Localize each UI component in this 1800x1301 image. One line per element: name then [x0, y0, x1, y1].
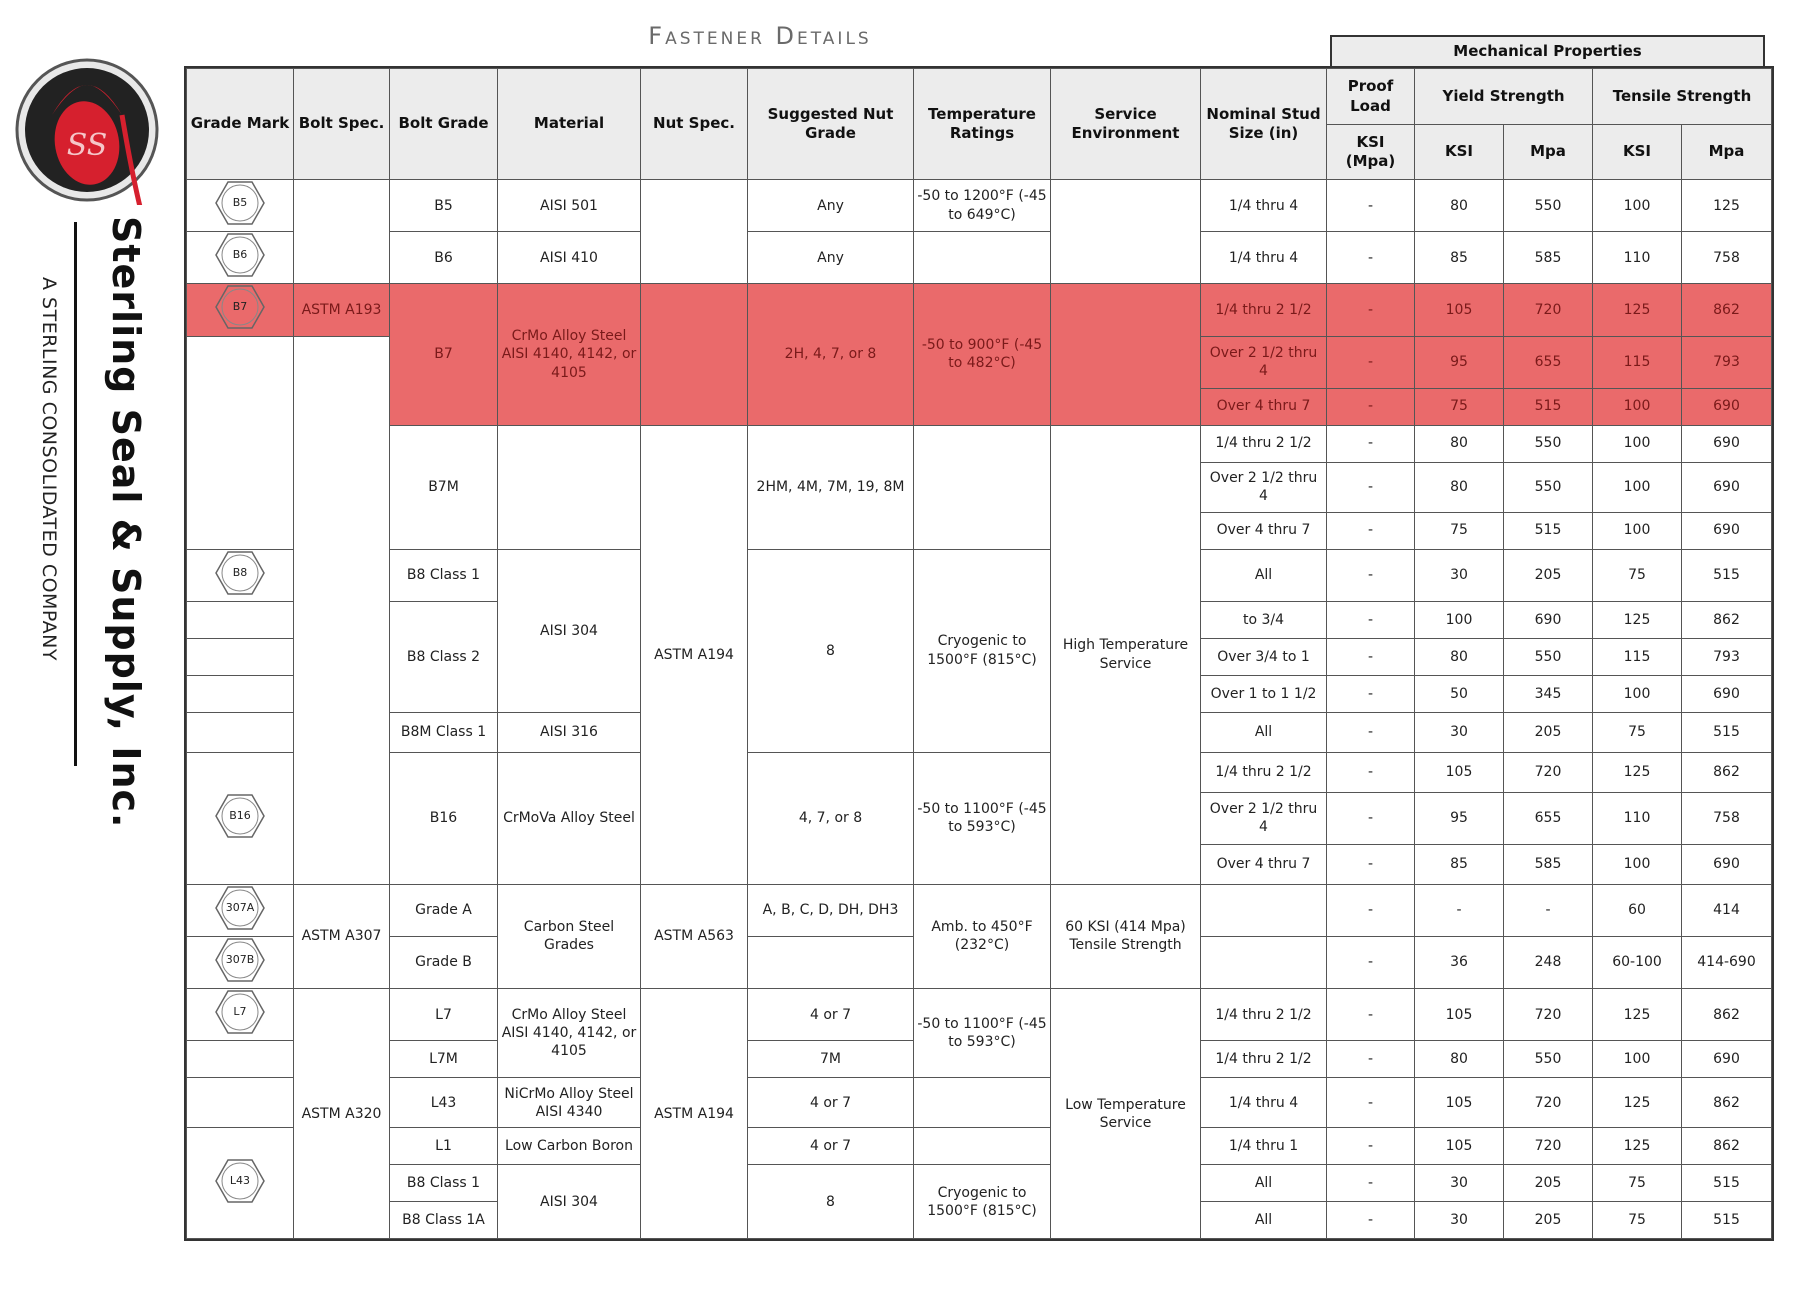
proof-load-cell: -: [1327, 752, 1415, 792]
yield-ksi-cell: 80: [1415, 462, 1504, 512]
proof-load-cell: -: [1327, 1128, 1415, 1165]
tensile-ksi-cell: 125: [1593, 1078, 1682, 1128]
tensile-ksi-cell: 125: [1593, 752, 1682, 792]
bolt-grade-cell: Grade A: [390, 884, 498, 936]
service-cell: Low Temperature Service: [1051, 989, 1201, 1239]
table-row: [187, 989, 1772, 1041]
proof-load-cell: -: [1327, 792, 1415, 844]
tensile-ksi-cell: 100: [1593, 1041, 1682, 1078]
tensile-ksi-cell: 100: [1593, 180, 1682, 232]
bolt-spec-cell: [294, 336, 390, 884]
tensile-mpa-cell: 862: [1682, 601, 1772, 638]
nut-grade-cell: A, B, C, D, DH, DH3: [748, 884, 914, 936]
tensile-ksi-cell: 75: [1593, 1165, 1682, 1202]
grade-mark-cell: [187, 1041, 294, 1078]
col-proof-ksi-mpa: KSI (Mpa): [1327, 125, 1415, 180]
grade-mark-cell: [187, 232, 294, 284]
table-row: [187, 232, 1772, 284]
yield-ksi-cell: 30: [1415, 549, 1504, 601]
stud-size-cell: [1201, 936, 1327, 988]
proof-load-cell: -: [1327, 336, 1415, 388]
grade-mark-cell: [187, 989, 294, 1041]
table-row: [187, 1078, 1772, 1128]
stud-size-cell: 1/4 thru 4: [1201, 232, 1327, 284]
yield-mpa-cell: 248: [1504, 936, 1593, 988]
tensile-mpa-cell: 690: [1682, 1041, 1772, 1078]
yield-ksi-cell: 95: [1415, 336, 1504, 388]
yield-ksi-cell: 75: [1415, 388, 1504, 425]
yield-mpa-cell: 205: [1504, 1165, 1593, 1202]
yield-mpa-cell: 690: [1504, 601, 1593, 638]
col-yield-ksi: KSI: [1415, 125, 1504, 180]
stud-size-cell: Over 1 to 1 1/2: [1201, 675, 1327, 712]
stud-size-cell: 1/4 thru 2 1/2: [1201, 1041, 1327, 1078]
grade-mark-cell: [187, 601, 294, 638]
yield-mpa-cell: 205: [1504, 1202, 1593, 1239]
yield-mpa-cell: 655: [1504, 792, 1593, 844]
proof-load-cell: -: [1327, 712, 1415, 752]
stud-size-cell: 1/4 thru 2 1/2: [1201, 284, 1327, 336]
yield-mpa-cell: 205: [1504, 549, 1593, 601]
bolt-grade-cell: L1: [390, 1128, 498, 1165]
yield-ksi-cell: 105: [1415, 1078, 1504, 1128]
nut-grade-cell: 4, 7, or 8: [748, 752, 914, 884]
yield-mpa-cell: 515: [1504, 512, 1593, 549]
tensile-ksi-cell: 100: [1593, 512, 1682, 549]
hex-bolt-head-icon: [214, 885, 266, 931]
bolt-grade-cell: Grade B: [390, 936, 498, 988]
col-temperature-ratings: Temperature Ratings: [914, 69, 1051, 180]
material-cell: CrMo Alloy Steel AISI 4140, 4142, or 4105: [498, 989, 641, 1078]
hex-bolt-head-icon: [214, 937, 266, 983]
proof-load-cell: -: [1327, 549, 1415, 601]
stud-size-cell: Over 3/4 to 1: [1201, 638, 1327, 675]
bolt-spec-cell: ASTM A320: [294, 989, 390, 1239]
bolt-grade-cell: B8 Class 1A: [390, 1202, 498, 1239]
grade-mark-label: B6: [232, 248, 248, 262]
grade-mark-cell: [187, 752, 294, 884]
material-cell: Low Carbon Boron: [498, 1128, 641, 1165]
nut-grade-cell: 2HM, 4M, 7M, 19, 8M: [748, 425, 914, 549]
tensile-mpa-cell: 690: [1682, 462, 1772, 512]
temperature-cell: [914, 425, 1051, 549]
proof-load-cell: -: [1327, 180, 1415, 232]
yield-ksi-cell: -: [1415, 884, 1504, 936]
proof-load-cell: -: [1327, 1165, 1415, 1202]
hex-bolt-head-icon: [214, 284, 266, 330]
proof-load-cell: -: [1327, 425, 1415, 462]
col-service-environment: Service Environment: [1051, 69, 1201, 180]
temperature-cell: -50 to 1100°F (-45 to 593°C): [914, 989, 1051, 1078]
tensile-ksi-cell: 60-100: [1593, 936, 1682, 988]
tensile-mpa-cell: 793: [1682, 336, 1772, 388]
nut-grade-cell: 7M: [748, 1041, 914, 1078]
temperature-cell: Amb. to 450°F (232°C): [914, 884, 1051, 988]
tensile-ksi-cell: 75: [1593, 1202, 1682, 1239]
tensile-mpa-cell: 690: [1682, 512, 1772, 549]
grade-mark-cell: [187, 1078, 294, 1128]
yield-mpa-cell: 345: [1504, 675, 1593, 712]
brand-subtitle: A STERLING CONSOLIDATED COMPANY: [38, 277, 60, 661]
proof-load-cell: -: [1327, 512, 1415, 549]
grade-mark-cell: [187, 336, 294, 549]
col-yield-mpa: Mpa: [1504, 125, 1593, 180]
tensile-mpa-cell: 862: [1682, 1078, 1772, 1128]
grade-mark-label: B7: [232, 300, 248, 314]
service-cell: High Temperature Service: [1051, 425, 1201, 884]
grade-mark-cell: [187, 884, 294, 936]
tensile-ksi-cell: 125: [1593, 1128, 1682, 1165]
bolt-spec-cell: [294, 180, 390, 284]
yield-mpa-cell: 585: [1504, 232, 1593, 284]
yield-mpa-cell: 550: [1504, 638, 1593, 675]
yield-ksi-cell: 85: [1415, 232, 1504, 284]
yield-ksi-cell: 80: [1415, 638, 1504, 675]
temperature-cell: Cryogenic to 1500°F (815°C): [914, 1165, 1051, 1239]
col-suggested-nut-grade: Suggested Nut Grade: [748, 69, 914, 180]
stud-size-cell: Over 2 1/2 thru 4: [1201, 792, 1327, 844]
logo-emblem-icon: [12, 55, 162, 205]
stud-size-cell: Over 4 thru 7: [1201, 512, 1327, 549]
yield-mpa-cell: -: [1504, 884, 1593, 936]
yield-mpa-cell: 550: [1504, 425, 1593, 462]
grade-mark-label: L7: [233, 1004, 247, 1018]
company-logo: [0, 0, 180, 829]
tensile-mpa-cell: 862: [1682, 284, 1772, 336]
tensile-ksi-cell: 100: [1593, 388, 1682, 425]
material-cell: CrMoVa Alloy Steel: [498, 752, 641, 884]
nut-grade-cell: 4 or 7: [748, 1078, 914, 1128]
yield-mpa-cell: 720: [1504, 1078, 1593, 1128]
nut-spec-cell: ASTM A194: [641, 989, 748, 1239]
yield-ksi-cell: 30: [1415, 1165, 1504, 1202]
grade-mark-label: B5: [232, 195, 248, 209]
proof-load-cell: -: [1327, 1202, 1415, 1239]
table-row: [187, 752, 1772, 792]
tensile-ksi-cell: 110: [1593, 232, 1682, 284]
temperature-cell: [914, 232, 1051, 284]
stud-size-cell: to 3/4: [1201, 601, 1327, 638]
tensile-ksi-cell: 125: [1593, 601, 1682, 638]
material-cell: AISI 304: [498, 1165, 641, 1239]
col-grade-mark: Grade Mark: [187, 69, 294, 180]
yield-ksi-cell: 105: [1415, 284, 1504, 336]
col-material: Material: [498, 69, 641, 180]
stud-size-cell: 1/4 thru 4: [1201, 1078, 1327, 1128]
fastener-table: [186, 68, 1772, 1239]
material-cell: AISI 501: [498, 180, 641, 232]
col-bolt-spec: Bolt Spec.: [294, 69, 390, 180]
grade-mark-cell: [187, 936, 294, 988]
grade-mark-label: L43: [229, 1173, 251, 1187]
table-row: [187, 1165, 1772, 1202]
bolt-grade-cell: B8 Class 2: [390, 601, 498, 712]
stud-size-cell: 1/4 thru 2 1/2: [1201, 425, 1327, 462]
bolt-spec-cell: ASTM A193: [294, 284, 390, 336]
yield-ksi-cell: 30: [1415, 1202, 1504, 1239]
bolt-grade-cell: B7M: [390, 425, 498, 549]
material-cell: CrMo Alloy Steel AISI 4140, 4142, or 4105: [498, 284, 641, 425]
stud-size-cell: 1/4 thru 2 1/2: [1201, 752, 1327, 792]
grade-mark-label: B8: [232, 565, 248, 579]
nut-grade-cell: Any: [748, 180, 914, 232]
table-row: [187, 549, 1772, 601]
table-row: [187, 180, 1772, 232]
service-cell: [1051, 180, 1201, 284]
hex-bolt-head-icon: [214, 989, 266, 1035]
tensile-mpa-cell: 515: [1682, 549, 1772, 601]
temperature-cell: -50 to 1200°F (-45 to 649°C): [914, 180, 1051, 232]
yield-mpa-cell: 515: [1504, 388, 1593, 425]
table-row: [187, 1128, 1772, 1165]
yield-mpa-cell: 550: [1504, 1041, 1593, 1078]
material-cell: AISI 410: [498, 232, 641, 284]
tensile-mpa-cell: 758: [1682, 232, 1772, 284]
tensile-mpa-cell: 690: [1682, 844, 1772, 884]
col-proof-load: Proof Load: [1327, 69, 1415, 125]
proof-load-cell: -: [1327, 884, 1415, 936]
stud-size-cell: All: [1201, 1165, 1327, 1202]
bolt-grade-cell: B8 Class 1: [390, 1165, 498, 1202]
bolt-grade-cell: B16: [390, 752, 498, 884]
tensile-ksi-cell: 125: [1593, 989, 1682, 1041]
tensile-mpa-cell: 515: [1682, 1165, 1772, 1202]
proof-load-cell: -: [1327, 936, 1415, 988]
nut-grade-cell: 8: [748, 549, 914, 752]
proof-load-cell: -: [1327, 232, 1415, 284]
grade-mark-cell: [187, 638, 294, 675]
bolt-grade-cell: B6: [390, 232, 498, 284]
tensile-ksi-cell: 100: [1593, 844, 1682, 884]
logo-monogram: SS: [66, 128, 108, 163]
proof-load-cell: -: [1327, 1041, 1415, 1078]
material-cell: NiCrMo Alloy Steel AISI 4340: [498, 1078, 641, 1128]
stud-size-cell: 1/4 thru 4: [1201, 180, 1327, 232]
bolt-grade-cell: L7M: [390, 1041, 498, 1078]
nut-grade-cell: 2H, 4, 7, or 8: [748, 284, 914, 425]
grade-mark-cell: [187, 1128, 294, 1239]
yield-ksi-cell: 80: [1415, 1041, 1504, 1078]
yield-ksi-cell: 36: [1415, 936, 1504, 988]
mechanical-properties-header: Mechanical Properties: [1330, 35, 1765, 68]
yield-mpa-cell: 205: [1504, 712, 1593, 752]
stud-size-cell: All: [1201, 549, 1327, 601]
yield-ksi-cell: 100: [1415, 601, 1504, 638]
tensile-mpa-cell: 414: [1682, 884, 1772, 936]
yield-ksi-cell: 85: [1415, 844, 1504, 884]
tensile-ksi-cell: 60: [1593, 884, 1682, 936]
service-cell: [1051, 284, 1201, 425]
yield-ksi-cell: 105: [1415, 752, 1504, 792]
grade-mark-cell: [187, 549, 294, 601]
table-row: [187, 884, 1772, 936]
yield-ksi-cell: 95: [1415, 792, 1504, 844]
proof-load-cell: -: [1327, 601, 1415, 638]
nut-grade-cell: 8: [748, 1165, 914, 1239]
hex-bolt-head-icon: [214, 793, 266, 839]
proof-load-cell: -: [1327, 638, 1415, 675]
hex-bolt-head-icon: [214, 232, 266, 278]
tensile-ksi-cell: 100: [1593, 425, 1682, 462]
tensile-mpa-cell: 414-690: [1682, 936, 1772, 988]
material-cell: AISI 304: [498, 549, 641, 712]
stud-size-cell: All: [1201, 712, 1327, 752]
temperature-cell: -50 to 1100°F (-45 to 593°C): [914, 752, 1051, 884]
stud-size-cell: Over 2 1/2 thru 4: [1201, 336, 1327, 388]
col-nominal-stud-size: Nominal Stud Size (in): [1201, 69, 1327, 180]
tensile-ksi-cell: 100: [1593, 675, 1682, 712]
yield-mpa-cell: 585: [1504, 844, 1593, 884]
nut-grade-cell: 4 or 7: [748, 1128, 914, 1165]
col-tensile-ksi: KSI: [1593, 125, 1682, 180]
tensile-mpa-cell: 862: [1682, 1128, 1772, 1165]
grade-mark-cell: [187, 180, 294, 232]
tensile-mpa-cell: 690: [1682, 675, 1772, 712]
tensile-ksi-cell: 110: [1593, 792, 1682, 844]
col-yield-strength: Yield Strength: [1415, 69, 1593, 125]
yield-ksi-cell: 50: [1415, 675, 1504, 712]
nut-spec-cell: [641, 180, 748, 284]
yield-ksi-cell: 80: [1415, 180, 1504, 232]
temperature-cell: Cryogenic to 1500°F (815°C): [914, 549, 1051, 752]
temperature-cell: -50 to 900°F (-45 to 482°C): [914, 284, 1051, 425]
tensile-ksi-cell: 115: [1593, 336, 1682, 388]
tensile-mpa-cell: 515: [1682, 712, 1772, 752]
proof-load-cell: -: [1327, 844, 1415, 884]
tensile-ksi-cell: 115: [1593, 638, 1682, 675]
temperature-cell: [914, 1128, 1051, 1165]
col-nut-spec: Nut Spec.: [641, 69, 748, 180]
yield-ksi-cell: 105: [1415, 1128, 1504, 1165]
table-row: [187, 284, 1772, 336]
grade-mark-label: 307B: [225, 952, 255, 966]
nut-spec-cell: [641, 284, 748, 425]
table-body: [187, 180, 1772, 1239]
yield-mpa-cell: 550: [1504, 462, 1593, 512]
stud-size-cell: Over 2 1/2 thru 4: [1201, 462, 1327, 512]
grade-mark-cell: [187, 284, 294, 336]
tensile-ksi-cell: 125: [1593, 284, 1682, 336]
grade-mark-cell: [187, 712, 294, 752]
bolt-grade-cell: B7: [390, 284, 498, 425]
yield-ksi-cell: 105: [1415, 989, 1504, 1041]
material-cell: Carbon Steel Grades: [498, 884, 641, 988]
stud-size-cell: 1/4 thru 1: [1201, 1128, 1327, 1165]
stud-size-cell: [1201, 884, 1327, 936]
tensile-mpa-cell: 515: [1682, 1202, 1772, 1239]
nut-spec-cell: ASTM A563: [641, 884, 748, 988]
grade-mark-label: 307A: [225, 900, 255, 914]
brand-name: Sterling Seal & Supply, Inc.: [104, 216, 148, 829]
yield-mpa-cell: 655: [1504, 336, 1593, 388]
nut-grade-cell: Any: [748, 232, 914, 284]
stud-size-cell: All: [1201, 1202, 1327, 1239]
service-cell: 60 KSI (414 Mpa) Tensile Strength: [1051, 884, 1201, 988]
tensile-ksi-cell: 100: [1593, 462, 1682, 512]
nut-grade-cell: [748, 936, 914, 988]
proof-load-cell: -: [1327, 388, 1415, 425]
proof-load-cell: -: [1327, 675, 1415, 712]
yield-mpa-cell: 720: [1504, 752, 1593, 792]
tensile-mpa-cell: 862: [1682, 989, 1772, 1041]
bolt-grade-cell: B8M Class 1: [390, 712, 498, 752]
nut-spec-cell: ASTM A194: [641, 425, 748, 884]
yield-mpa-cell: 550: [1504, 180, 1593, 232]
yield-mpa-cell: 720: [1504, 284, 1593, 336]
table-row: [187, 425, 1772, 462]
hex-bolt-head-icon: [214, 180, 266, 226]
bolt-grade-cell: L43: [390, 1078, 498, 1128]
tensile-ksi-cell: 75: [1593, 549, 1682, 601]
yield-ksi-cell: 30: [1415, 712, 1504, 752]
proof-load-cell: -: [1327, 284, 1415, 336]
stud-size-cell: 1/4 thru 2 1/2: [1201, 989, 1327, 1041]
hex-bolt-head-icon: [214, 1158, 266, 1204]
grade-mark-label: B16: [229, 808, 251, 822]
material-cell: AISI 316: [498, 712, 641, 752]
yield-ksi-cell: 75: [1415, 512, 1504, 549]
page-title: Fastener Details: [648, 22, 872, 50]
bolt-grade-cell: B8 Class 1: [390, 549, 498, 601]
yield-ksi-cell: 80: [1415, 425, 1504, 462]
col-tensile-strength: Tensile Strength: [1593, 69, 1772, 125]
tensile-mpa-cell: 862: [1682, 752, 1772, 792]
stud-size-cell: Over 4 thru 7: [1201, 844, 1327, 884]
tensile-mpa-cell: 758: [1682, 792, 1772, 844]
tensile-mpa-cell: 690: [1682, 425, 1772, 462]
nut-grade-cell: 4 or 7: [748, 989, 914, 1041]
temperature-cell: [914, 1078, 1051, 1128]
material-cell: [498, 425, 641, 549]
bolt-spec-cell: ASTM A307: [294, 884, 390, 988]
bolt-grade-cell: B5: [390, 180, 498, 232]
proof-load-cell: -: [1327, 1078, 1415, 1128]
tensile-mpa-cell: 793: [1682, 638, 1772, 675]
brand-divider: [74, 222, 77, 766]
tensile-mpa-cell: 690: [1682, 388, 1772, 425]
yield-mpa-cell: 720: [1504, 1128, 1593, 1165]
bolt-grade-cell: L7: [390, 989, 498, 1041]
yield-mpa-cell: 720: [1504, 989, 1593, 1041]
stud-size-cell: Over 4 thru 7: [1201, 388, 1327, 425]
col-bolt-grade: Bolt Grade: [390, 69, 498, 180]
tensile-mpa-cell: 125: [1682, 180, 1772, 232]
hex-bolt-head-icon: [214, 550, 266, 596]
proof-load-cell: -: [1327, 989, 1415, 1041]
tensile-ksi-cell: 75: [1593, 712, 1682, 752]
proof-load-cell: -: [1327, 462, 1415, 512]
col-tensile-mpa: Mpa: [1682, 125, 1772, 180]
grade-mark-cell: [187, 675, 294, 712]
